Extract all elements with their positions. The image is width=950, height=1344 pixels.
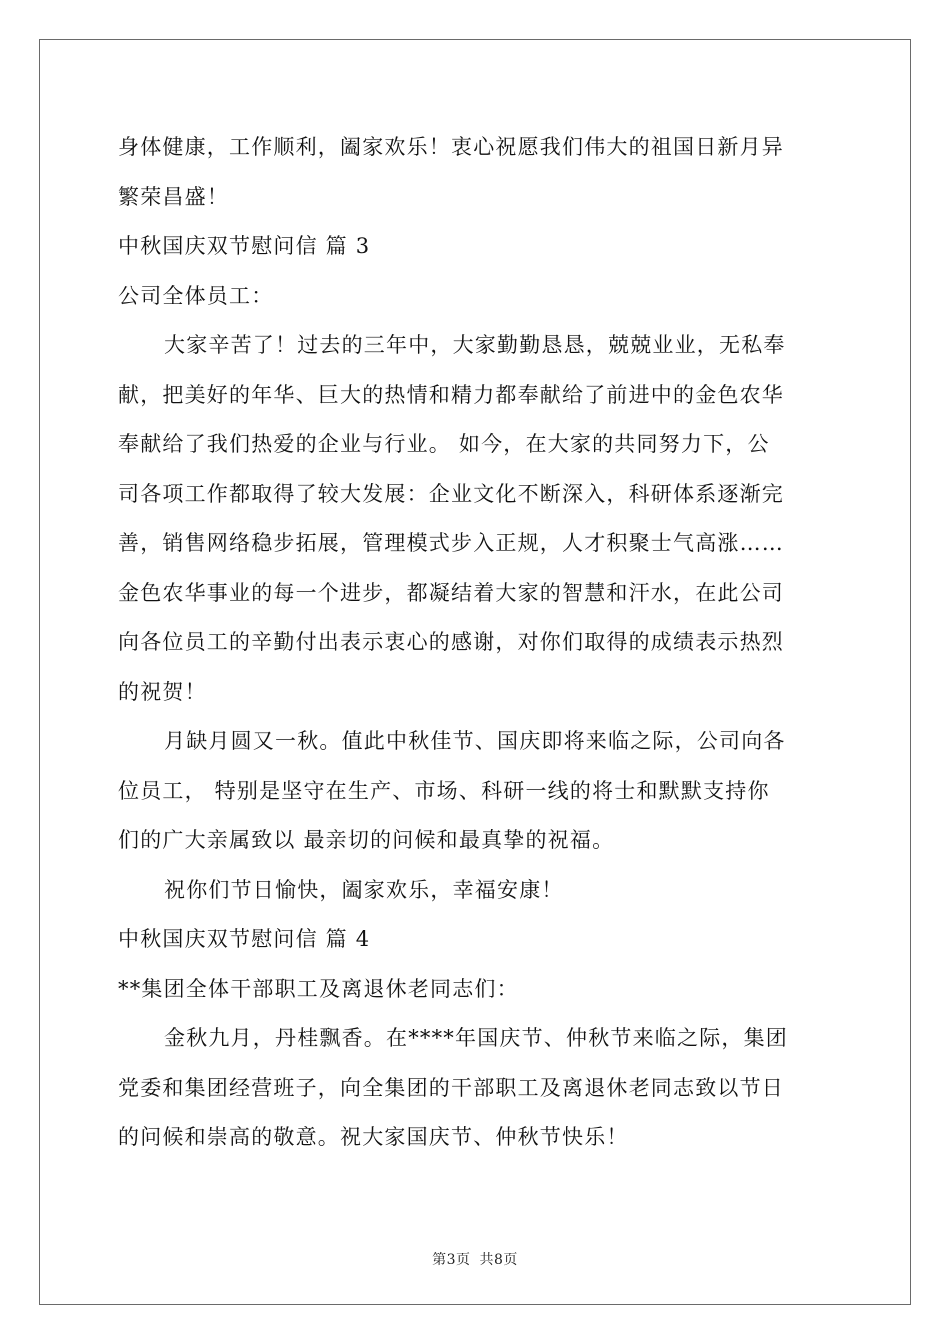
paragraph-line: 金色农华事业的每一个进步，都凝结着大家的智慧和汗水，在此公司 [118,580,784,605]
paragraph-line: 祝你们节日愉快，阖家欢乐，幸福安康！ [164,877,564,902]
paragraph-line: 位员工， 特别是坚守在生产、市场、科研一线的将士和默默支持你 [118,778,770,803]
section-heading: 中秋国庆双节慰问信 篇 4 [118,927,371,951]
paragraph-line: 的问候和崇高的敬意。祝大家国庆节、仲秋节快乐！ [118,1125,629,1149]
paragraph-line: 善，销售网络稳步拓展，管理模式步入正规，人才积聚士气高涨…… [118,531,784,555]
paragraph-line: 党委和集团经营班子，向全集团的干部职工及离退休老同志致以节日 [118,1075,784,1100]
paragraph-line: 月缺月圆又一秋。值此中秋佳节、国庆即将来临之际，公司向各 [164,729,786,753]
page-total: 共8页 [479,1252,518,1268]
paragraph-line: 金秋九月，丹桂飘香。在****年国庆节、仲秋节来临之际，集团 [164,1026,788,1050]
page-number: 第3页 [432,1252,471,1268]
paragraph-line: 身体健康，工作顺利，阖家欢乐！衷心祝愿我们伟大的祖国日新月异 [118,135,784,159]
salutation: **集团全体干部职工及离退休老同志们： [118,976,519,1001]
paragraph-line: 奉献给了我们热爱的企业与行业。 如今，在大家的共同努力下，公 [118,432,770,456]
paragraph-line: 的祝贺！ [118,679,207,704]
paragraph-line: 向各位员工的辛勤付出表示衷心的感谢，对你们取得的成绩表示热烈 [118,630,784,654]
document-body [118,123,838,1163]
salutation: 公司全体员工： [118,283,274,308]
paragraph-line: 繁荣昌盛！ [118,184,229,209]
paragraph-line: 大家辛苦了！过去的三年中，大家勤勤恳恳，兢兢业业，无私奉 [164,333,786,357]
page-footer [0,1249,950,1269]
paragraph-line: 献，把美好的年华、巨大的热情和精力都奉献给了前进中的金色农华 [118,382,784,407]
paragraph-line: 司各项工作都取得了较大发展：企业文化不断深入，科研体系逐渐完 [118,481,784,506]
section-heading: 中秋国庆双节慰问信 篇 3 [118,234,371,258]
paragraph-line: 们的广大亲属致以 最亲切的问候和最真挚的祝福。 [118,828,615,852]
